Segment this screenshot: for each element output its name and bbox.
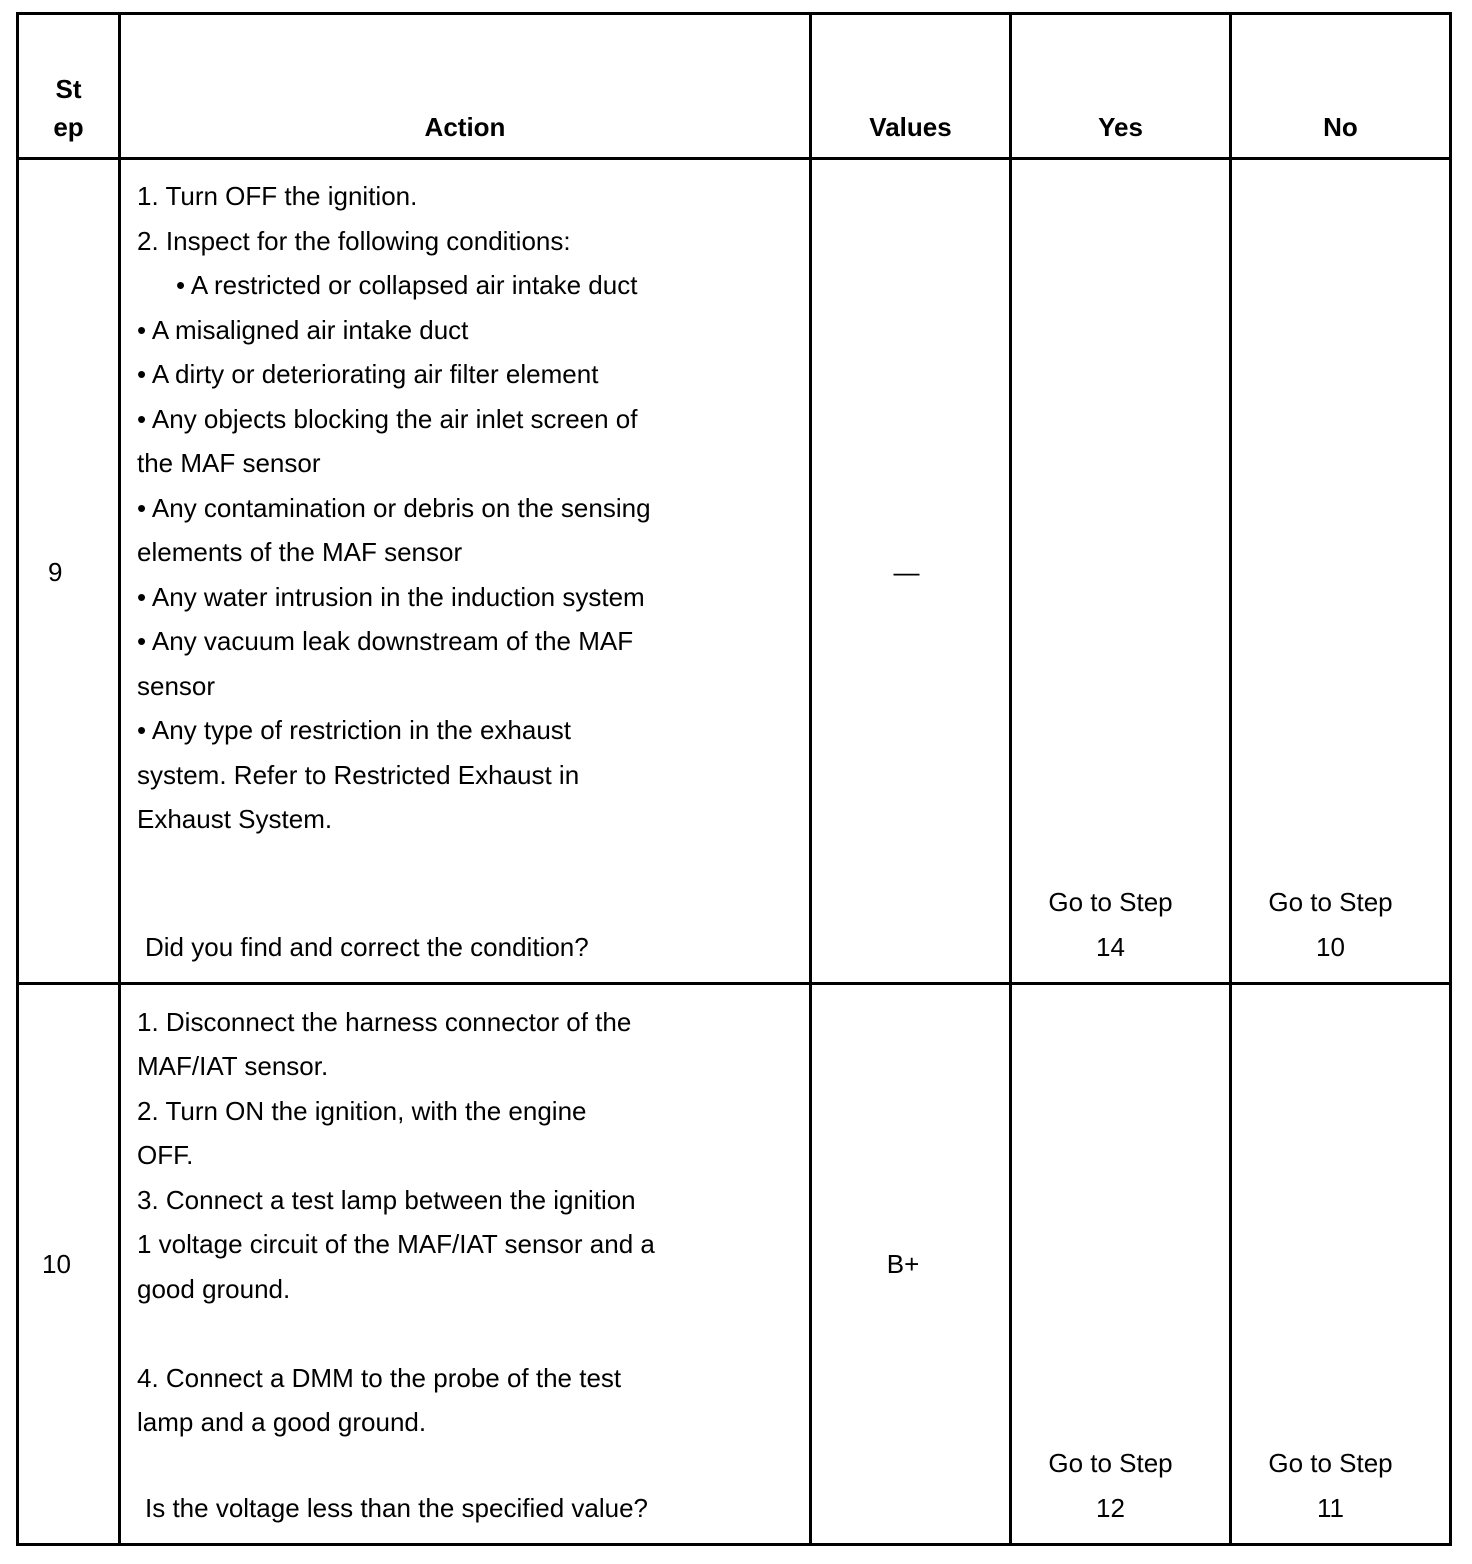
header-step-line1: St — [55, 74, 82, 104]
column-divider-step — [118, 12, 121, 1546]
header-values: Values — [869, 112, 952, 142]
action-line: Exhaust System. — [137, 804, 333, 834]
row-divider — [16, 982, 1452, 985]
row-10-step: 10 — [42, 1249, 71, 1279]
action-line: 2. Inspect for the following conditions: — [137, 226, 571, 256]
action-line: • A misaligned air intake duct — [137, 315, 469, 345]
action-line: • Any objects blocking the air inlet screen of — [137, 404, 638, 434]
action-line: system. Refer to Restricted Exhaust in — [137, 760, 580, 790]
row-10-no — [1232, 1441, 1429, 1530]
action-line: good ground. — [137, 1274, 291, 1304]
header-divider — [16, 157, 1452, 160]
action-line: MAF/IAT sensor. — [137, 1051, 329, 1081]
header-action: Action — [424, 112, 506, 142]
no-line1: Go to Step — [1268, 887, 1393, 917]
no-line1: Go to Step — [1268, 1448, 1393, 1478]
row-9-value: — — [893, 557, 920, 587]
action-line: • Any water intrusion in the induction system — [137, 582, 645, 612]
column-divider-action — [809, 12, 812, 1546]
row-10-yes — [1012, 1441, 1209, 1530]
row-9-step: 9 — [48, 557, 63, 587]
table-border-top — [16, 12, 1452, 15]
action-line: lamp and a good ground. — [137, 1407, 427, 1437]
action-line: • Any vacuum leak downstream of the MAF — [137, 626, 634, 656]
action-line: elements of the MAF sensor — [137, 537, 463, 567]
header-no: No — [1323, 112, 1358, 142]
header-step-line2: ep — [53, 112, 84, 142]
row-10-value: B+ — [886, 1249, 920, 1279]
action-line: OFF. — [137, 1140, 194, 1170]
action-line: sensor — [137, 671, 216, 701]
yes-line1: Go to Step — [1048, 1448, 1173, 1478]
yes-line2: 14 — [1096, 931, 1125, 962]
action-line: • Any type of restriction in the exhaust — [137, 715, 572, 745]
table-border-bottom — [16, 1543, 1452, 1546]
action-line: the MAF sensor — [137, 448, 321, 478]
action-line: 4. Connect a DMM to the probe of the test — [137, 1363, 622, 1393]
row-9-no — [1232, 880, 1429, 969]
table-border-left — [16, 12, 19, 1546]
table-border-right — [1449, 12, 1452, 1546]
action-line: 1 voltage circuit of the MAF/IAT sensor and a — [137, 1229, 655, 1259]
yes-line2: 12 — [1096, 1492, 1125, 1523]
action-line: • A restricted or collapsed air intake duct — [176, 270, 638, 300]
action-line: 1. Turn OFF the ignition. — [137, 181, 418, 211]
column-divider-yes — [1229, 12, 1232, 1546]
action-line: • A dirty or deteriorating air filter element — [137, 359, 599, 389]
action-line: • Any contamination or debris on the sensing — [137, 493, 651, 523]
no-line2: 10 — [1316, 931, 1345, 962]
row-9-yes — [1012, 880, 1209, 969]
action-line: 1. Disconnect the harness connector of the — [137, 1007, 632, 1037]
action-line: 2. Turn ON the ignition, with the engine — [137, 1096, 587, 1126]
header-step — [19, 70, 118, 146]
no-line2: 11 — [1317, 1492, 1344, 1523]
column-divider-values — [1009, 12, 1012, 1546]
row-10-question: Is the voltage less than the specified value? — [145, 1493, 648, 1523]
yes-line1: Go to Step — [1048, 887, 1173, 917]
action-line: 3. Connect a test lamp between the ignition — [137, 1185, 636, 1215]
row-9-question: Did you find and correct the condition? — [145, 932, 589, 962]
header-yes: Yes — [1098, 112, 1143, 142]
